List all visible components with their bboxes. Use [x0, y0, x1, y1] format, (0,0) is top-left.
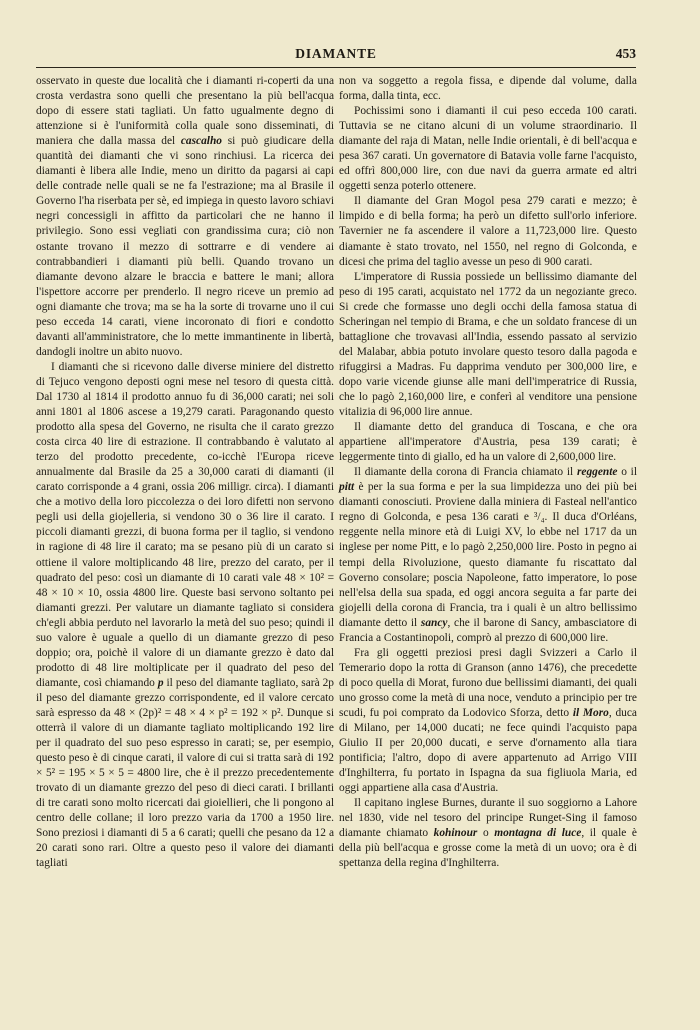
text-run: Il diamante detto del granduca di Toscana, e che ora appartiene all'imperatore d'Austria, pesa 139 carati; è leggermente tinto di giallo, ed ha un valore di 2,600,000 lire.: [339, 421, 637, 464]
text-run: I diamanti che si ricevono dalle diverse miniere del distretto di Tejuco vengono deposti ogni mese nel tesoro di questa città. Dal 1730 al 1814 il prodotto annuo fu di 36,000 carati; nei soli anni 1801 al 1806 ascese a 19,279 carati. Paragonando questo prodotto alla spesa del Governo, ne risulta che il carato grezzo costa circa 40 lire di estrazione. Il contrabbando è valutato al terzo del prodotto precedente, co-icchè l'Europa riceve annualmente dal Brasile da 25 a 30,000 carati di diamanti (il carato corrisponde a 4 grani, ossia 206 milligr. circa). I diamanti che a motivo della loro piccolezza o dei loro difetti non servono pegli usi della giojelleria, si vendono 30 o 36 lire il carato. I piccoli diamanti grezzi, di buona forma per il taglio, si vendono in ragione di 48 lire il carato; ma se pesano più di un carato si ottiene il valore moltiplicando 48 lire, prezzo del carato, per il quadrato del peso: così un diamante di 10 carati vale 48 × 10² = 48 × 10 × 10, ossia 4800 lire. Queste basi servono soltanto pei diamanti grezzi. Per valutare un diamante tagliato si considera ch'egli abbia perduto nel lavorarlo la metà del suo peso; quindi il suo valore è uguale a quello di un diamante grezzo di peso doppio; ora, poichè il valore di un diamante grezzo è dato dal prodotto di 48 lire moltiplicate per il quadrato del peso del diamante, così chiamando: [36, 360, 334, 689]
italic-term: cascalho: [180, 135, 222, 148]
paragraph: [339, 74, 637, 104]
text-run: Fra gli oggetti preziosi presi dagli Svizzeri a Carlo il Temerario dopo la rotta di Granson (anno 1476), che precedette di poco quella di Morat, furono due bellissimi diamanti, dei quali uno grosso come la metà di una noce, venduto a principio per tre scudi, fu poi comprato da Lodovico Sforza, detto: [339, 646, 637, 719]
text-run: il peso del diamante tagliato, sarà 2p il peso del diamante grezzo corrispondente, ed il valore cercato sarà espresso da 48 × (2p)² = 48 × 4 × p² = 192 × p². Dunque si otterrà il valore di un diamante tagliato moltiplicando 192 lire per il quadrato del suo peso espresso in carati; se, per esempio, questo peso è di cinque carati, il valore di cui si tratta sarà di 192 × 5² = 195 × 5 × 5 = 4800 lire, che è il prezzo precedentemente trovato di un diamante grezzo del peso di dieci carati. I brillanti di tre carati sono molto ricercati dai gioiellieri, che li pongono al centro delle collane; il loro prezzo varia da 1700 a 1950 lire. Sono preziosi i diamanti di 5 a 6 carati; quelli che pesano da 12 a 20 carati sono rari. Oltre a questo peso il valore dei diamanti tagliati: [36, 676, 334, 870]
paragraph: [339, 194, 637, 269]
italic-term: pitt: [339, 481, 355, 494]
text-run: , duca di Milano, per 14,000 ducati; ne fece quindi l'acquisto papa Giulio II per 20,000 ducati, e serve d'ornamento alla tiara pontificia; l'altro, dopo di avere appartenuto ad Arrigo VIII d'Inghilterra, fu portato in Ispagna da sua figliuola Maria, ed oggi appartiene alla casa d'Austria.: [339, 706, 637, 795]
page-number: 453: [615, 46, 636, 61]
paragraph: [339, 270, 637, 420]
paragraph: [339, 646, 637, 796]
text-run: L'imperatore di Russia possiede un bellissimo diamante del peso di 195 carati, acquistato nel 1772 da un negoziante greco. Si crede che formasse uno degli occhi della famosa statua di Scheringan nel tempio di Brama, e che un soldato francese di un battaglione che trovavasi all'India, essendo passato al servizio del Malabar, abbia potuto involare questo tesoro dalla pagoda e rifuggirsi a Madras. Fu dapprima venduto per 300,000 lire, e dopo varie vicende giunse alle mani dell'imperatrice di Russia, che lo pagò 2,160,000 lire, e conferì al venditore una pensione vitalizia di 96,000 lire annue.: [339, 270, 637, 419]
text-run: non va soggetto a regola fissa, e dipende dal volume, dalla forma, dalla tinta, ecc.: [339, 75, 637, 103]
paragraph: [339, 420, 637, 465]
text-run: è per la sua forma e per la sua limpidezza uno dei più bei diamanti conosciuti. Proviene dalla miniera di Fasteal nell'antico regno di Golconda, e pesa 136 carati e ³/₄. Il duca d'Orléans, reggente nella minore età di Luigi XV, lo ebbe nel 1717 da un inglese per nome Pitt, e lo pagò 2,250,000 lire. Posto in pegno ai tempi della Rivoluzione, questo diamante fu riscattato dal Governo consolare; poscia Napoleone, fatto imperatore, lo pose nell'elsa della sua spada, ed oggi ancora seguita a far parte dei giojelli della corona di Francia, tra i quali è un altro bellissimo diamante detto il: [339, 481, 637, 629]
left-column: [36, 74, 334, 871]
italic-term: p: [157, 676, 164, 689]
text-run: si può giudicare della quantità dei diamanti che vi sono rinchiusi. La ricerca dei diamanti è libera alle Indie, meno un diritto da pagarsi ai capi delle contrade nelle quali se ne fa l'estrazione; ma al Brasile il Governo l'ha riserbata per sè, ed impiega in questo lavoro schiavi negri concessigli in affitto da particolari che ne hanno il privilegio. Sono essi vegliati con grandissima cura; ciò non ostante trovano il mezzo di sottrarre e di vendere ai contrabbandieri i diamanti più belli. Quando trovano un diamante devono alzare le braccia e battere le mani; allora l'ispettore accorre per prenderlo. Il negro riceve un premio ad ogni diamante che trova; ma se ha la sorte di trovarne uno il cui peso ecceda 14 carati, viene incoronato di fiori e condotto davanti all'amministratore, che lo mette immantinente in libertà, dandogli inoltre un abito nuovo.: [36, 135, 334, 358]
text-run: Il capitano inglese Burnes, durante il suo soggiorno a Lahore nel 1830, vide nel tesoro del principe Runget-Sing il famoso diamante chiamato: [339, 797, 637, 840]
running-header: [36, 46, 636, 66]
italic-term: reggente: [576, 466, 618, 479]
italic-term: sancy: [420, 616, 448, 629]
text-run: , il quale è della più bell'acqua e grosse come la metà di un uovo; ora è di spettanza della regina d'Inghilterra.: [339, 827, 637, 870]
italic-term: il Moro: [572, 706, 609, 719]
right-column: [339, 74, 637, 871]
paragraph: [339, 465, 637, 646]
paragraph: [339, 104, 637, 194]
header-rule: [36, 67, 636, 68]
paragraph: [339, 796, 637, 871]
italic-term: kohinour: [433, 827, 478, 840]
text-run: osservato in queste due località che i diamanti ri-coperti da una crosta verdastra sono quelli che presentano la più bell'acqua dopo di essere stati tagliati. Un fatto ugualmente degno di attenzione si è l'uniformità colla quale sono disseminati, di maniera che dalla massa del: [36, 75, 334, 148]
text-run: Pochissimi sono i diamanti il cui peso ecceda 100 carati. Tuttavia se ne citano alcuni di un volume straordinario. Il diamante del raja di Matan, nelle Indie orientali, è di bell'acqua e pesa 367 carati. Un governatore di Batavia volle farne l'acquisto, ed offrì 800,000 lire, con due navi da guerra armate ed altri oggetti senza poterlo ottenere.: [339, 105, 637, 193]
text-run: Il diamante della corona di Francia chiamato il: [354, 466, 577, 479]
italic-term: montagna di luce: [494, 827, 582, 840]
paragraph: [36, 74, 334, 360]
text-run: , che il barone di Sancy, ambasciatore di Francia a Costantinopoli, comprò al prezzo di 600,000 lire.: [339, 616, 637, 644]
text-run: o: [477, 827, 495, 840]
text-run: o il: [617, 466, 637, 479]
page-title: DIAMANTE: [295, 46, 377, 61]
paragraph: [36, 360, 334, 872]
text-run: Il diamante del Gran Mogol pesa 279 carati e mezzo; è limpido e di bella forma; ha però un difetto sull'orlo inferiore. Tavernier ne fa ascendere il valore a 11,723,000 lire. Questo diamante è stato trovato, nel 1550, nel regno di Golconda, e dicesi che prima del taglio avesse un peso di 900 carati.: [339, 195, 637, 268]
